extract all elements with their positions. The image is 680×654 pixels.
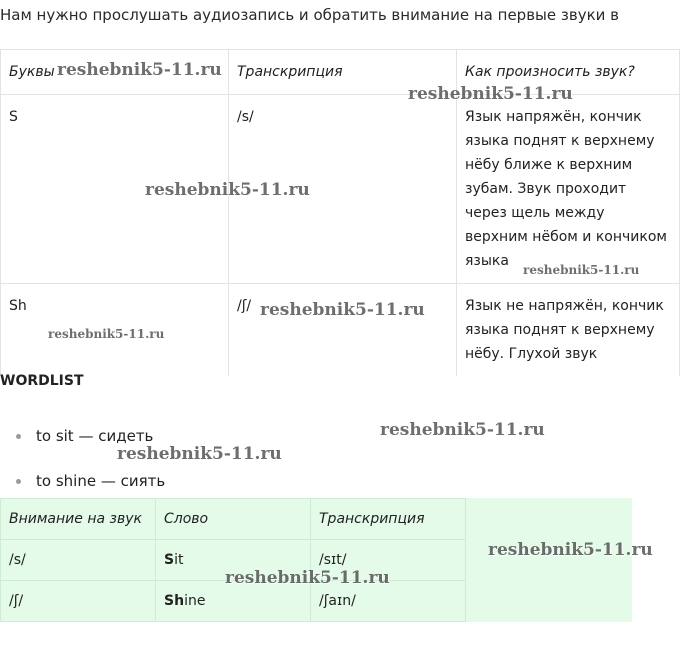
intro-text: Нам нужно прослушать аудиозапись и обратить внимание на первые звуки в	[0, 6, 619, 24]
cell-transcription: /sɪt/	[311, 540, 466, 581]
list-item: to sit — сидеть	[14, 423, 165, 468]
cell-sound: /ʃ/	[1, 581, 156, 622]
wordlist-title: WORDLIST	[0, 373, 84, 389]
watermark: reshebnik5-11.ru	[48, 327, 165, 341]
word-rest: it	[174, 552, 184, 568]
watermark: reshebnik5-11.ru	[225, 568, 390, 588]
word-highlight: Sh	[164, 593, 185, 609]
header-sound: Внимание на звук	[1, 499, 156, 540]
watermark: reshebnik5-11.ru	[57, 60, 222, 80]
words-table-header	[1, 499, 633, 540]
cell-letters: S	[1, 95, 229, 284]
cell-pronunciation: Язык не напряжён, кончик языка поднят к верхнему нёбу. Глухой звук	[457, 284, 680, 377]
header-word: Слово	[156, 499, 311, 540]
header-pronunciation: Как произносить звук?	[457, 50, 680, 95]
word-rest: ine	[184, 593, 206, 609]
cell-transcription: /ʃ/	[229, 284, 457, 377]
cell-transcription: /s/	[229, 95, 457, 284]
watermark: reshebnik5-11.ru	[408, 84, 573, 104]
table-row	[1, 95, 680, 284]
header-letters: Буквы	[1, 50, 229, 95]
header-transcription: Транскрипция	[229, 50, 457, 95]
watermark: reshebnik5-11.ru	[523, 263, 640, 277]
cell-transcription: /ʃaɪn/	[311, 581, 466, 622]
empty-cell	[466, 499, 633, 622]
watermark: reshebnik5-11.ru	[145, 180, 310, 200]
cell-sound: /s/	[1, 540, 156, 581]
watermark: reshebnik5-11.ru	[488, 540, 653, 560]
header-transcription: Транскрипция	[311, 499, 466, 540]
watermark: reshebnik5-11.ru	[380, 420, 545, 440]
word-highlight: S	[164, 552, 175, 568]
cell-pronunciation: Язык напряжён, кончик языка поднят к верхнему нёбу ближе к верхним зубам. Звук проходит через щель между верхним нёбом и кончиком языка	[457, 95, 680, 284]
words-table	[0, 498, 632, 622]
watermark: reshebnik5-11.ru	[260, 300, 425, 320]
watermark: reshebnik5-11.ru	[117, 444, 282, 464]
list-item: to shine — сиять	[14, 468, 165, 513]
cell-letters: Sh	[1, 284, 229, 377]
